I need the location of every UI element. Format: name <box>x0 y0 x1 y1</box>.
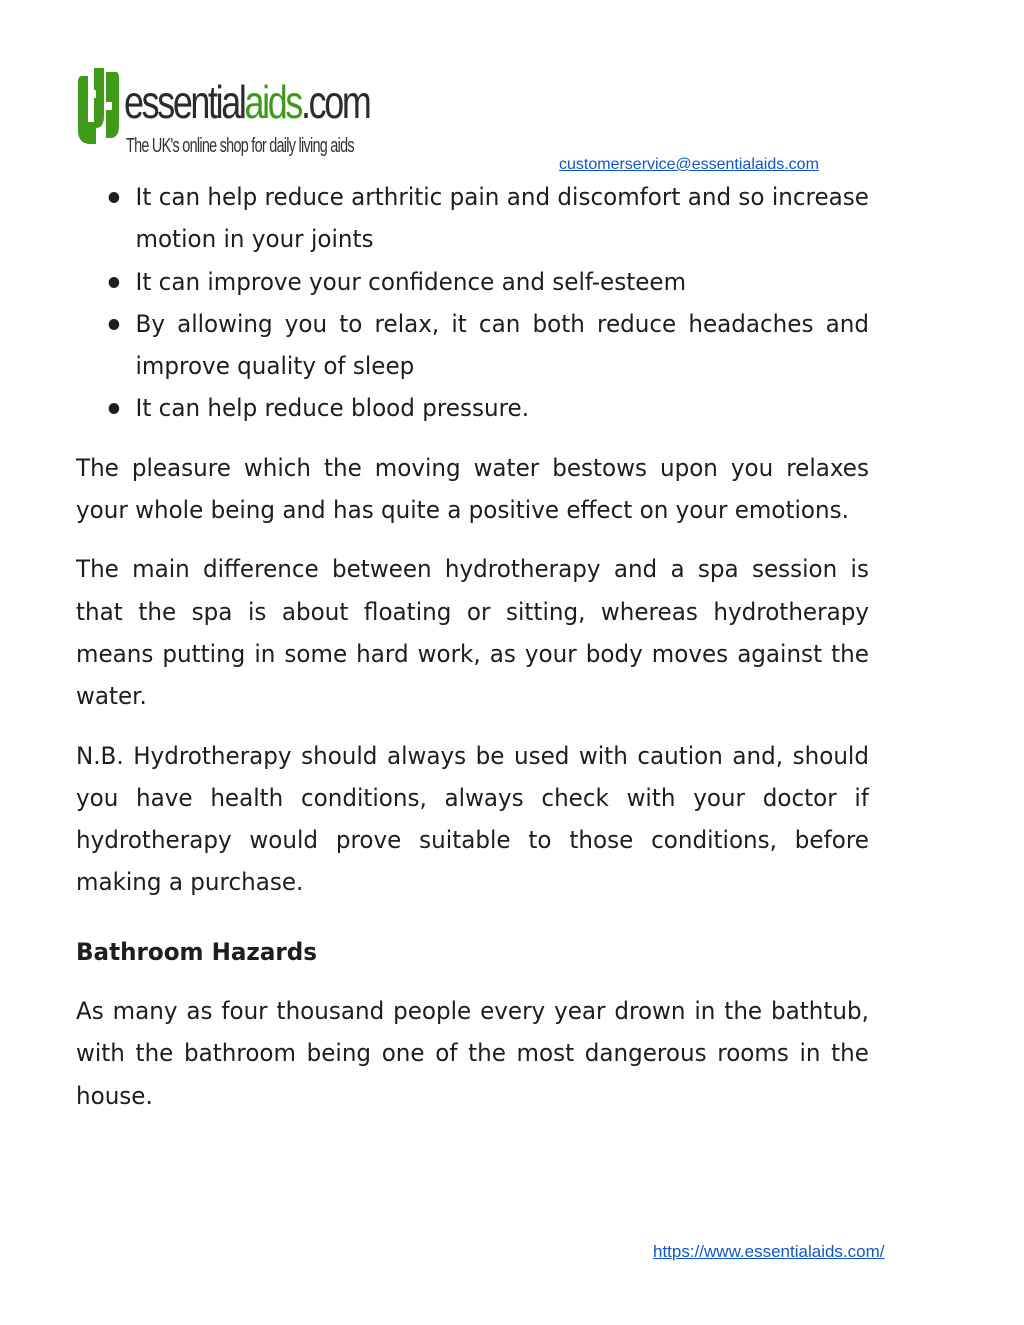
bullet-icon <box>109 277 120 288</box>
list-item-text: It can improve your confidence and self-esteem <box>135 267 687 296</box>
logo-tagline: The UK's online shop for daily living aids <box>126 135 354 157</box>
brand-logo[interactable] <box>76 60 370 157</box>
list-item <box>76 387 869 429</box>
bullet-icon <box>109 319 120 330</box>
paragraph-hydrotherapy-vs-spa: The main difference between hydrotherapy and a spa session is that the spa is about floating or sitting, whereas hydrotherapy means putting in some hard work, as your body moves against the water. <box>76 555 869 711</box>
customer-service-email-link[interactable]: customerservice@essentialaids.com <box>559 156 819 173</box>
logo-wordmark <box>124 74 369 130</box>
bullet-icon <box>109 403 120 414</box>
logo-word-essential: essential <box>124 76 245 128</box>
list-item <box>76 303 869 388</box>
paragraph-moving-water: The pleasure which the moving water bestows upon you relaxes your whole being and has quite a positive effect on your emotions. <box>76 453 869 525</box>
list-item <box>76 176 869 261</box>
list-item-text: By allowing you to relax, it can both reduce headaches and improve quality of sleep <box>135 309 869 381</box>
paragraph-caution-note: N.B. Hydrotherapy should always be used with caution and, should you have health conditions, always check with your doctor if hydrotherapy would prove suitable to those conditions, before making a purchase. <box>76 741 869 897</box>
website-url-link[interactable]: https://www.essentialaids.com/ <box>653 1242 885 1261</box>
benefits-list <box>76 176 869 430</box>
list-item <box>76 261 869 303</box>
section-heading: Bathroom Hazards <box>76 937 317 966</box>
document-body <box>76 176 869 1117</box>
list-item-text: It can help reduce arthritic pain and discomfort and so increase motion in your joints <box>135 183 869 254</box>
logo-word-com: .com <box>301 76 370 128</box>
list-item-text: It can help reduce blood pressure. <box>135 394 530 423</box>
logo-word-aids: aids <box>244 76 302 128</box>
paragraph-bathroom-hazards: As many as four thousand people every year drown in the bathtub, with the bathroom being one of the most dangerous rooms in the house. <box>76 997 869 1110</box>
bullet-icon <box>109 192 120 203</box>
logo-mark-icon <box>76 62 120 148</box>
